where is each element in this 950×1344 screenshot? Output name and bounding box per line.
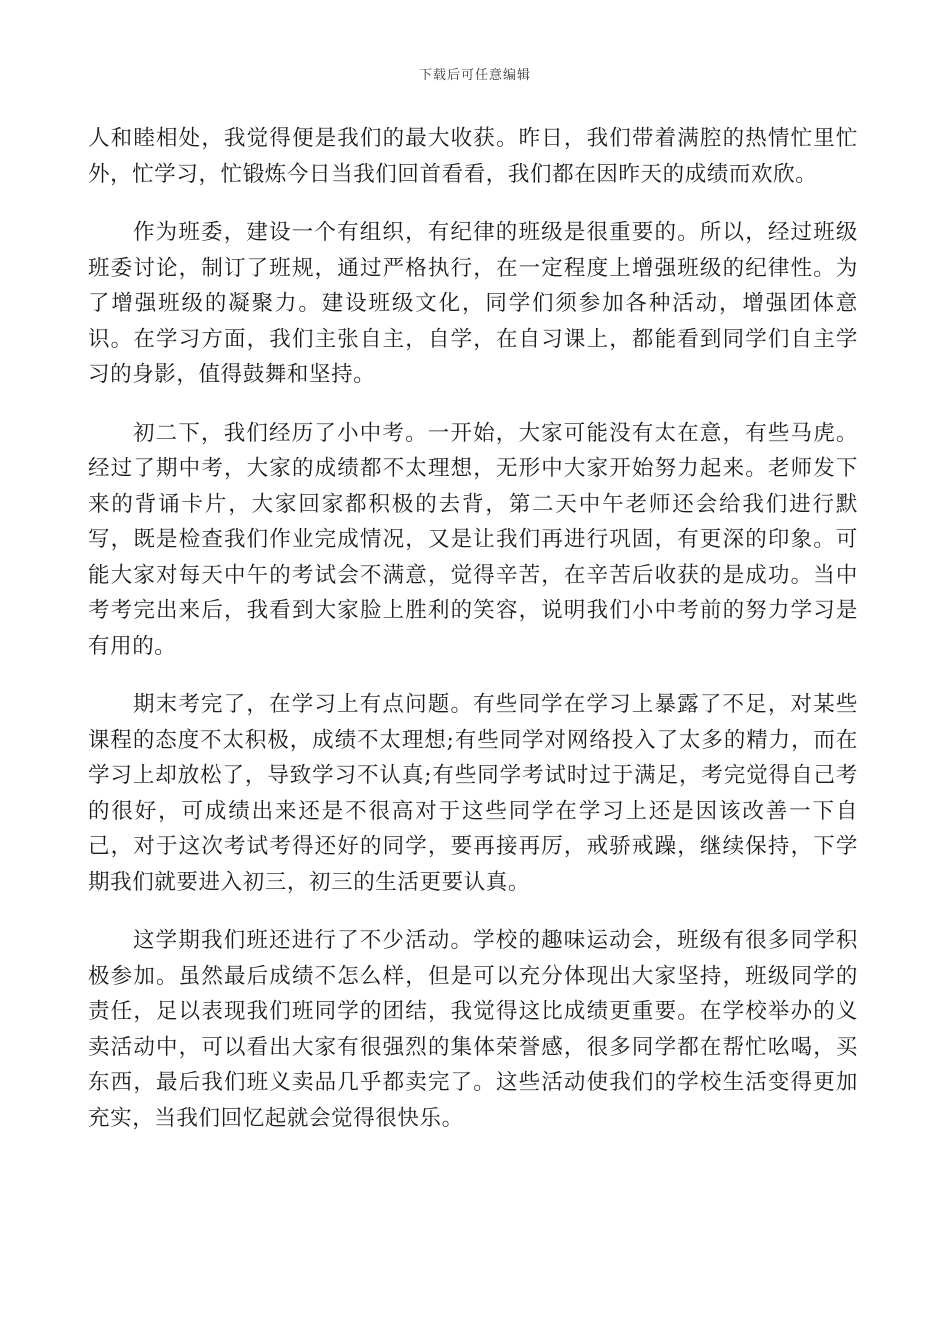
page-header: 下载后可任意编辑 (418, 68, 531, 83)
paragraph-class-activities: 这学期我们班还进行了不少活动。学校的趣味运动会，班级有很多同学积极参加。虽然最后成绩不怎么样，但是可以充分体现出大家坚持，班级同学的责任，足以表现我们班同学的团结，我觉得这比成绩更重要。在学校举办的义卖活动中，可以看出大家有很强烈的集体荣誉感，很多同学都在帮忙吆喝，买东西，最后我们班义卖品几乎都卖完了。这些活动使我们的学校生活变得更加充实，当我们回忆起就会觉得很快乐。 (88, 928, 858, 1131)
document-body (88, 121, 858, 1159)
paragraph-midterm-exam: 初二下，我们经历了小中考。一开始，大家可能没有太在意，有些马虎。经过了期中考，大家的成绩都不太理想，无形中大家开始努力起来。老师发下来的背诵卡片，大家回家都积极的去背，第二天中午老师还会给我们进行默写，既是检查我们作业完成情况，又是让我们再进行巩固，有更深的印象。可能大家对每天中午的考试会不满意，觉得辛苦，在辛苦后收获的是成功。当中考考完出来后，我看到大家脸上胜利的笑容，说明我们小中考前的努力学习是有用的。 (88, 420, 858, 659)
paragraph-final-exam: 期末考完了，在学习上有点问题。有些同学在学习上暴露了不足，对某些课程的态度不太积极，成绩不太理想;有些同学对网络投入了太多的精力，而在学习上却放松了，导致学习不认真;有些同学考试时过于满足，考完觉得自己考的很好，可成绩出来还是不很高对于这些同学在学习上还是因该改善一下自己，对于这次考试考得还好的同学，要再接再厉，戒骄戒躁，继续保持，下学期我们就要进入初三，初三的生活更要认真。 (88, 692, 858, 895)
paragraph-class-committee: 作为班委，建设一个有组织，有纪律的班级是很重要的。所以，经过班级班委讨论，制订了班规，通过严格执行，在一定程度上增强班级的纪律性。为了增强班级的凝聚力。建设班级文化，同学们须参加各种活动，增强团体意识。在学习方面，我们主张自主，自学，在自习课上，都能看到同学们自主学习的身影，值得鼓舞和坚持。 (88, 220, 858, 387)
paragraph-continuation: 人和睦相处，我觉得便是我们的最大收获。昨日，我们带着满腔的热情忙里忙外，忙学习，忙锻炼今日当我们回首看看，我们都在因昨天的成绩而欢欣。 (88, 126, 858, 187)
